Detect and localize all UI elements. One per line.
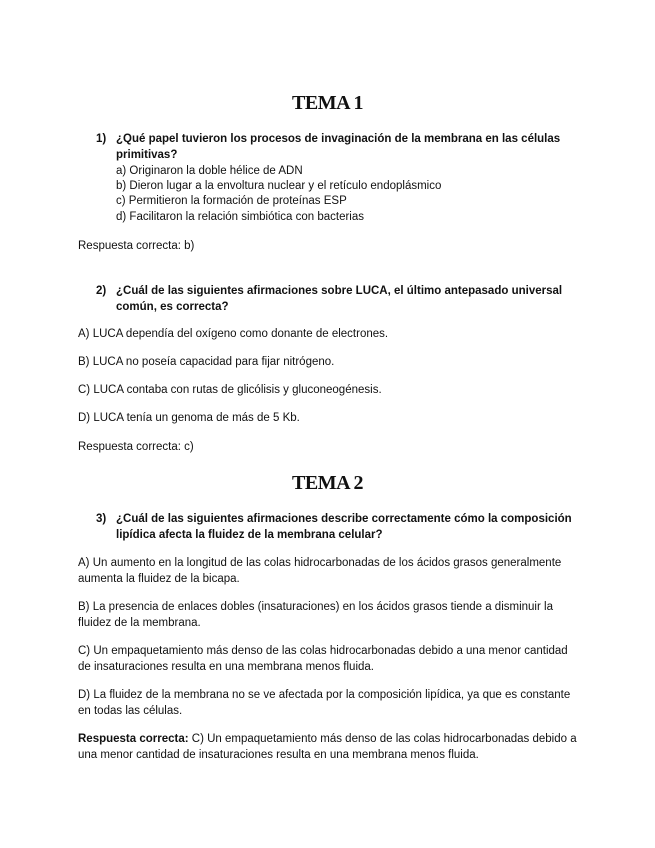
option-item: A) LUCA dependía del oxígeno como donante de electrones. — [78, 328, 389, 340]
option-item: D) La fluidez de la membrana no se ve afectada por la composición lipídica, ya que es constante en todas las células. — [78, 689, 571, 717]
section-title-tema-1: TEMA 1 — [292, 92, 363, 114]
question-number: 2) — [96, 285, 107, 297]
answer-line: Respuesta correcta: b) — [78, 240, 195, 252]
question-text: ¿Cuál de las siguientes afirmaciones sobre LUCA, el último antepasado universal común, es correcta? — [116, 285, 563, 313]
option-item: C) LUCA contaba con rutas de glicólisis y gluconeogénesis. — [78, 384, 382, 396]
option-item: B) La presencia de enlaces dobles (insaturaciones) en los ácidos grasos tiende a disminuir la fluidez de la membrana. — [78, 601, 553, 629]
question-3 — [96, 512, 596, 543]
option-item: A) Un aumento en la longitud de las colas hidrocarbonadas de los ácidos grasos generalmente aumenta la fluidez de la bicapa. — [78, 557, 562, 585]
answer-line: Respuesta correcta: c) — [78, 441, 194, 453]
option-item: a) Originaron la doble hélice de ADN — [116, 165, 303, 177]
question-text: ¿Cuál de las siguientes afirmaciones describe correctamente cómo la composición lipídica afecta la fluidez de la membrana celular? — [116, 513, 572, 541]
option-item: B) LUCA no poseía capacidad para fijar nitrógeno. — [78, 356, 335, 368]
option-item: d) Facilitaron la relación simbiótica con bacterias — [116, 211, 364, 223]
option-item: C) Un empaquetamiento más denso de las colas hidrocarbonadas debido a una menor cantidad de insaturaciones resulta en una membrana menos fluida. — [78, 645, 568, 673]
option-item: c) Permitieron la formación de proteínas ESP — [116, 195, 347, 207]
option-item: D) LUCA tenía un genoma de más de 5 Kb. — [78, 412, 300, 424]
option-item: b) Dieron lugar a la envoltura nuclear y el retículo endoplásmico — [116, 180, 442, 192]
question-number: 1) — [96, 133, 107, 145]
question-number: 3) — [96, 513, 107, 525]
answer-text: C) Un empaquetamiento más denso de las colas hidrocarbonadas debido a una menor cantidad de insaturaciones resulta en una membrana menos fluida. — [78, 733, 577, 761]
answer-line — [78, 732, 583, 763]
answer-label: Respuesta correcta: — [78, 733, 189, 745]
section-title-tema-2: TEMA 2 — [292, 472, 363, 494]
question-1 — [96, 132, 596, 163]
question-text: ¿Qué papel tuvieron los procesos de invaginación de la membrana en las células primitivas? — [116, 133, 561, 161]
question-2 — [96, 284, 596, 315]
